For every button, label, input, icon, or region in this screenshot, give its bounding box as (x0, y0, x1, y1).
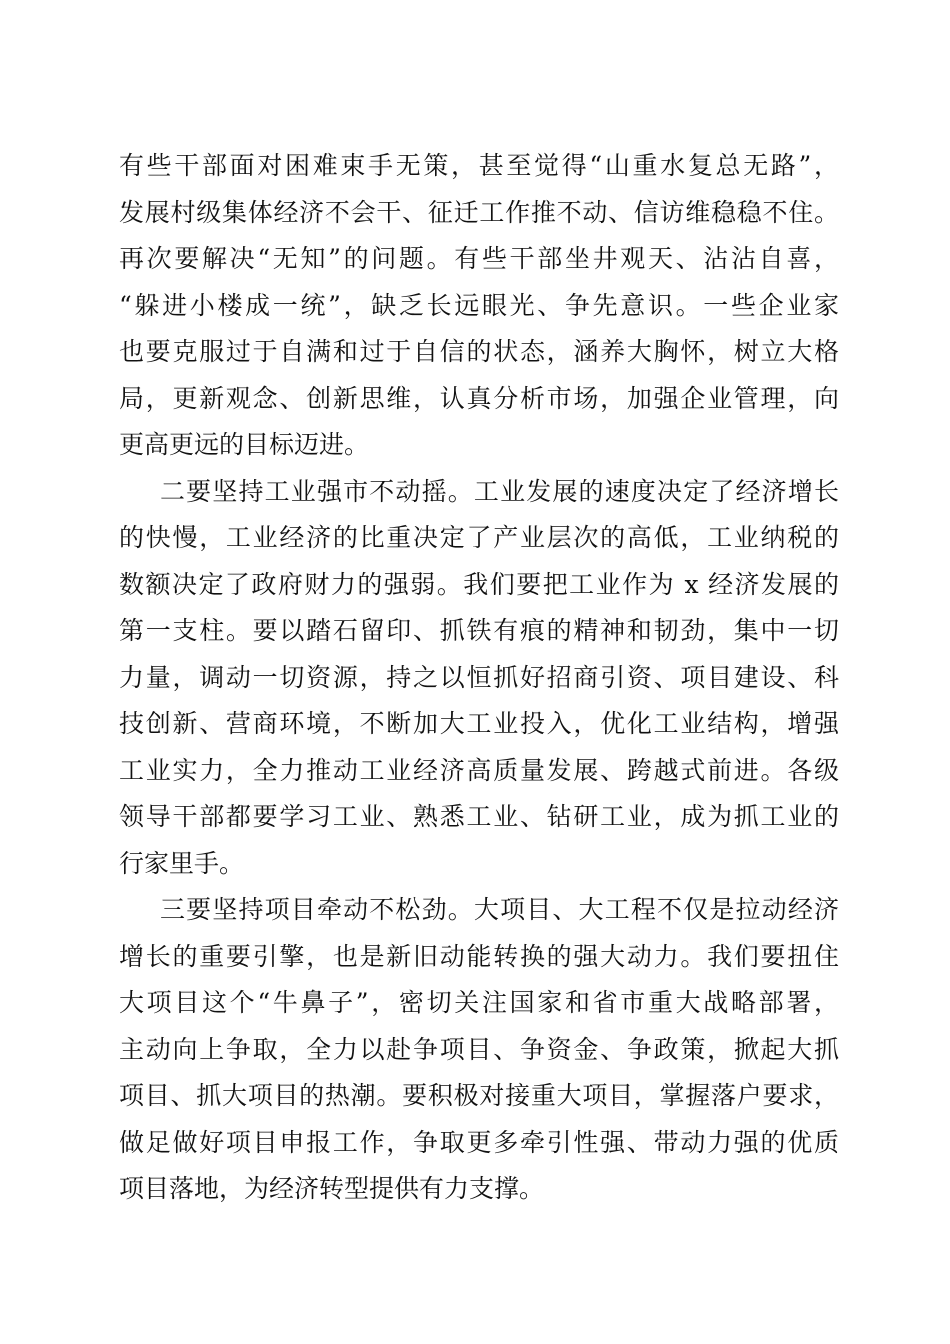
paragraph-line: 数额决定了政府财力的强弱。我们要把工业作为 x 经济发展的 (119, 569, 839, 599)
paragraph-line: 大项目这个“牛鼻子”，密切关注国家和省市重大战略部署， (119, 988, 839, 1017)
paragraph-line: 也要克服过于自满和过于自信的状态，涵养大胸怀，树立大格 (119, 337, 839, 366)
paragraph-line: 领导干部都要学习工业、熟悉工业、钻研工业，成为抓工业的 (119, 802, 839, 831)
paragraph-line: 项目落地，为经济转型提供有力支撑。 (119, 1174, 545, 1203)
paragraph-line: 再次要解决“无知”的问题。有些干部坐井观天、沾沾自喜， (119, 244, 839, 273)
paragraph-line: 有些干部面对困难束手无策，甚至觉得“山重水复总无路”， (119, 151, 839, 180)
paragraph-line: 二要坚持工业强市不动摇。工业发展的速度决定了经济增长 (160, 476, 839, 506)
paragraph-line: 主动向上争取，全力以赴争项目、争资金、争政策，掀起大抓 (119, 1034, 839, 1064)
paragraph-line: 力量，调动一切资源，持之以恒抓好招商引资、项目建设、科 (119, 662, 839, 692)
paragraph-line: 发展村级集体经济不会干、征迁工作推不动、信访维稳稳不住。 (119, 197, 839, 227)
paragraph-line: 行家里手。 (119, 848, 245, 878)
paragraph-line: 工业实力，全力推动工业经济高质量发展、跨越式前进。各级 (119, 755, 839, 785)
paragraph-line: “躲进小楼成一统”，缺乏长远眼光、争先意识。一些企业家 (119, 290, 839, 320)
paragraph-line: 项目、抓大项目的热潮。要积极对接重大项目，掌握落户要求， (119, 1081, 839, 1110)
paragraph-line: 更高更远的目标迈进。 (119, 430, 370, 459)
paragraph-line: 局，更新观念、创新思维，认真分析市场，加强企业管理，向 (119, 383, 839, 413)
paragraph-line: 第一支柱。要以踏石留印、抓铁有痕的精神和韧劲，集中一切 (119, 616, 839, 645)
paragraph-projects (119, 887, 839, 1213)
paragraph-line: 三要坚持项目牵动不松劲。大项目、大工程不仅是拉动经济 (160, 895, 839, 924)
paragraph-line: 做足做好项目申报工作，争取更多牵引性强、带动力强的优质 (119, 1127, 839, 1157)
paragraph-line: 技创新、营商环境，不断加大工业投入，优化工业结构，增强 (119, 709, 839, 738)
paragraph-line: 的快慢，工业经济的比重决定了产业层次的高低，工业纳税的 (119, 523, 839, 552)
paragraph-line: 增长的重要引擎，也是新旧动能转换的强大动力。我们要扭住 (119, 941, 839, 971)
paragraph-industry (119, 469, 839, 888)
paragraph-continuation (119, 143, 839, 469)
document-body (119, 143, 839, 1213)
